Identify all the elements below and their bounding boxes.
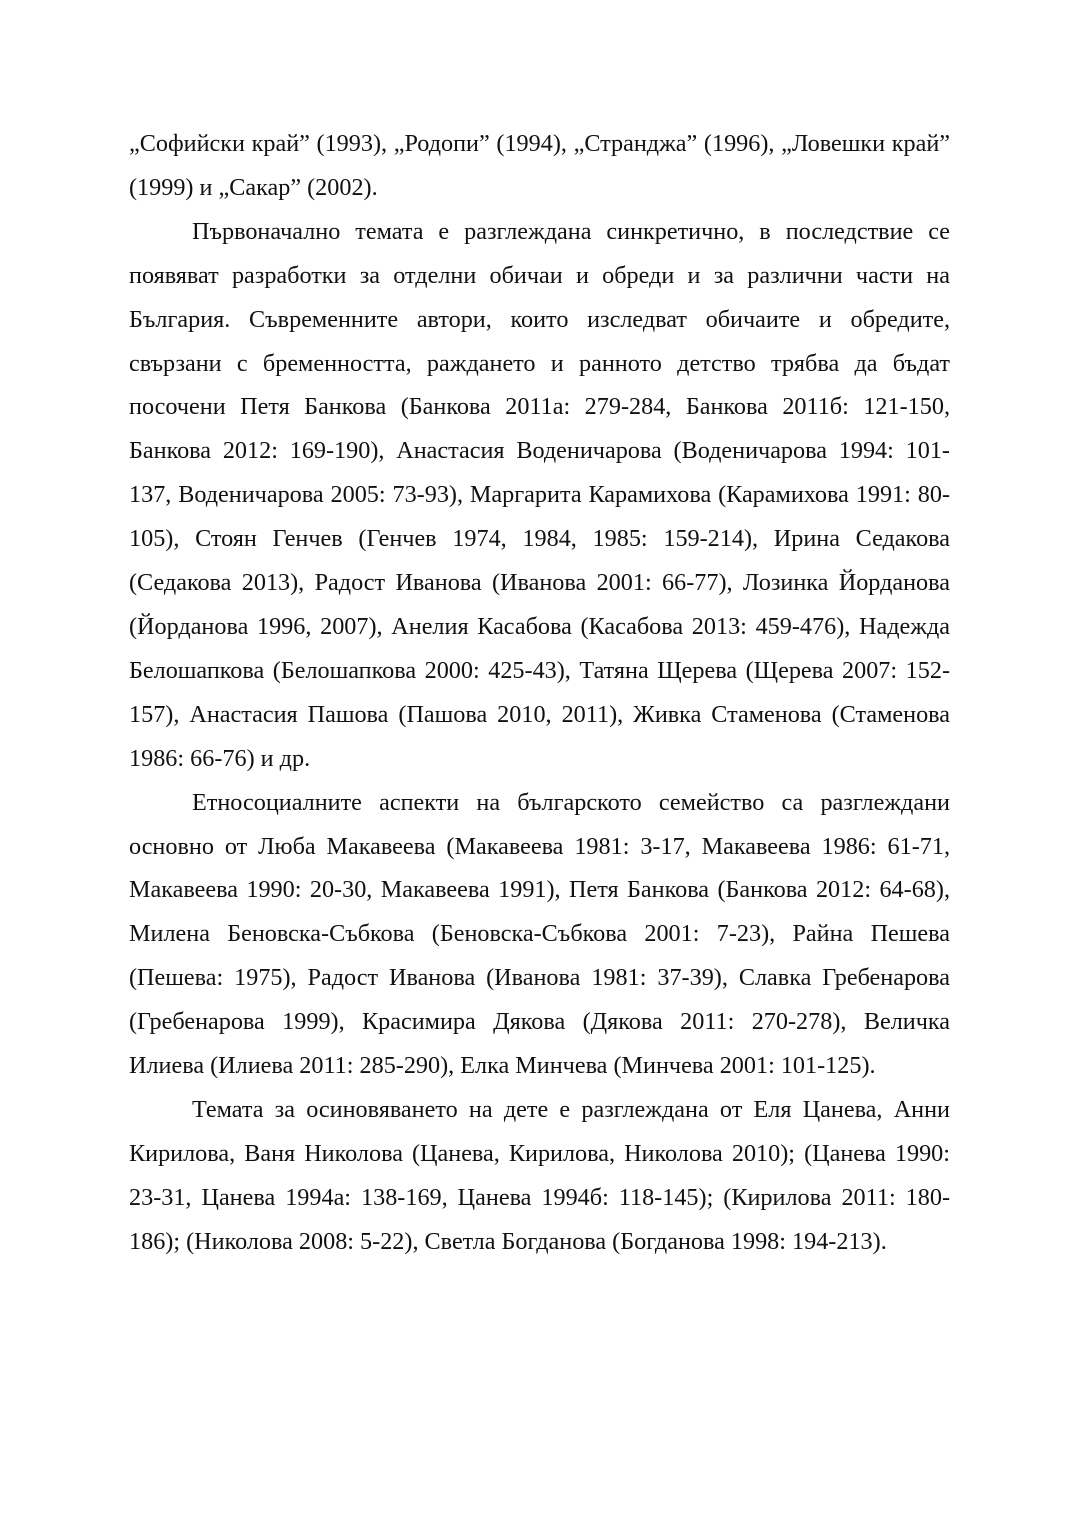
paragraph-continuation: „Софийски край” (1993), „Родопи” (1994), „Странджа” (1996), „Ловешки край” (1999) и „Сакар” (2002). (129, 130, 950, 201)
paragraph-family-aspects: Етносоциалните аспекти на българското семейство са разглеждани основно от Люба Макавеева (Макавеева 1981: 3-17, Макавеева 1986: 61-71, Макавеева 1990: 20-30, Макавеева 1991), Петя Банкова (Банкова 2012: 64-68), Милена Беновска-Събкова (Беновска-Събкова 2001: 7-23), Райна Пешева (Пешева: 1975), Радост Иванова (Иванова 1981: 37-39), Славка Гребенарова (Гребенарова 1999), Красимира Дякова (Дякова 2011: 270-278), Величка Илиева (Илиева 2011: 285-290), Елка Минчева (Минчева 2001: 101-125). (129, 788, 950, 1080)
paragraph-adoption: Темата за осиновяването на дете е разглеждана от Еля Цанева, Анни Кирилова, Ваня Николова (Цанева, Кирилова, Николова 2010); (Цанева 1990: 23-31, Цанева 1994а: 138-169, Цанева 1994б: 118-145); (Кирилова 2011: 180-186); (Николова 2008: 5-22), Светла Богданова (Богданова 1998: 194-213). (129, 1095, 950, 1255)
paragraph-ritual-authors: Първоначално темата е разглеждана синкретично, в последствие се появяват разработки за отделни обичаи и обреди и за различни части на България. Съвременните автори, които изследват обичаите и обредите, свързани с бременността, раждането и ранното детство трябва да бъдат посочени Петя Банкова (Банкова 2011а: 279-284, Банкова 2011б: 121-150, Банкова 2012: 169-190), Анастасия Воденичарова (Воденичарова 1994: 101-137, Воденичарова 2005: 73-93), Маргарита Карамихова (Карамихова 1991: 80-105), Стоян Генчев (Генчев 1974, 1984, 1985: 159-214), Ирина Седакова (Седакова 2013), Радост Иванова (Иванова 2001: 66-77), Лозинка Йорданова (Йорданова 1996, 2007), Анелия Касабова (Касабова 2013: 459-476), Надежда Белошапкова (Белошапкова 2000: 425-43), Татяна Щерева (Щерева 2007: 152-157), Анастасия Пашова (Пашова 2010, 2011), Живка Стаменова (Стаменова 1986: 66-76) и др. (129, 217, 950, 772)
body-text (129, 122, 950, 1264)
